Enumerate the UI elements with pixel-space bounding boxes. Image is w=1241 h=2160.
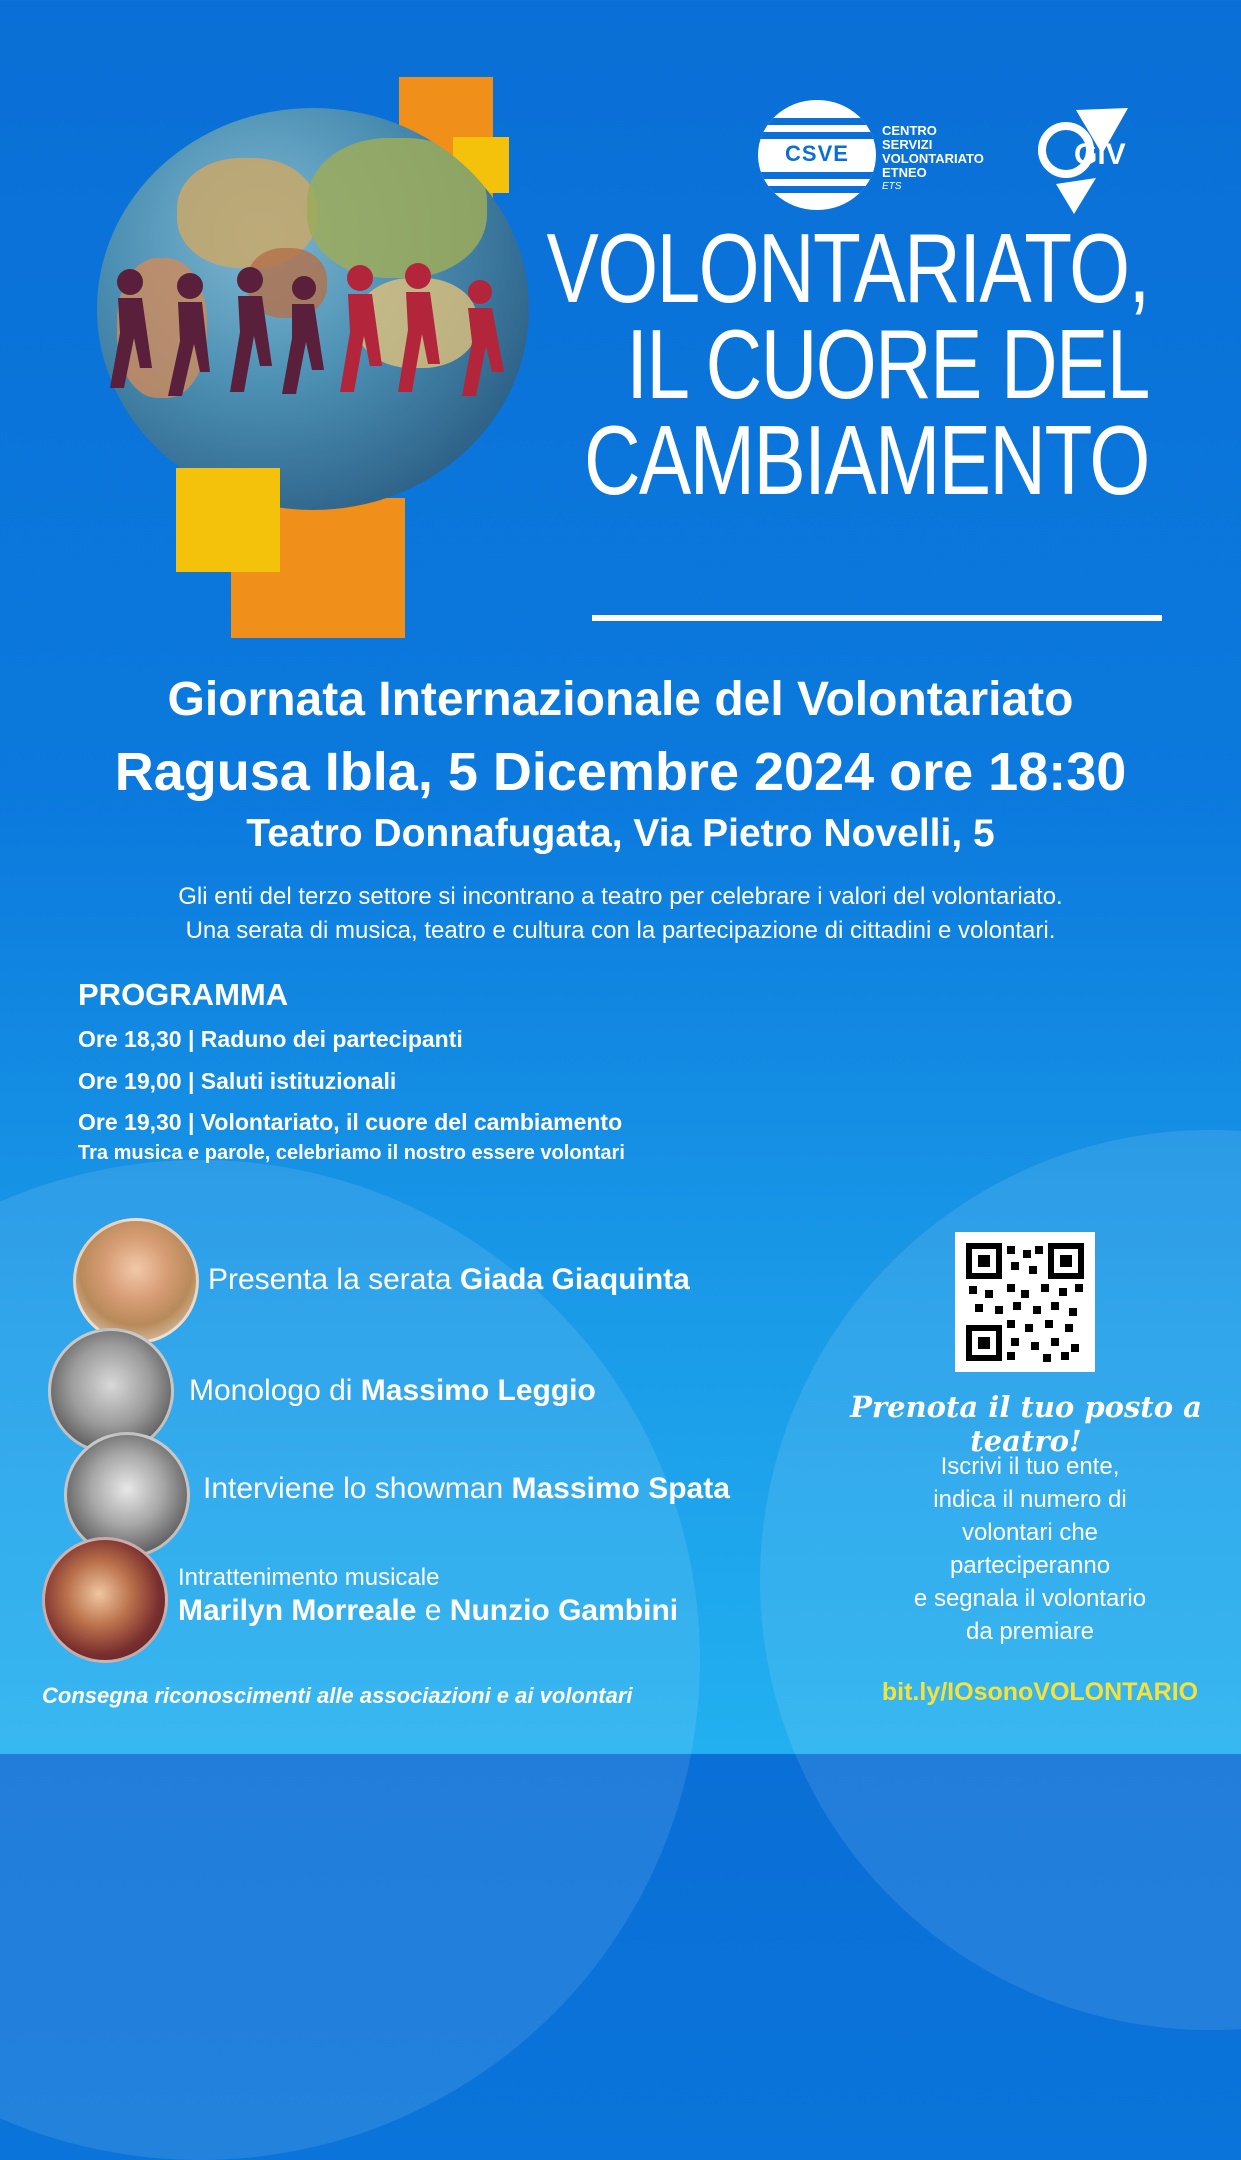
event-name: Giornata Internazionale del Volontariato (167, 673, 1074, 726)
guest-name: Massimo Leggio (360, 1374, 596, 1407)
avatar-massimo-spata (64, 1432, 190, 1558)
csve-logo-abbr: CSVE (785, 141, 849, 166)
qr-code-pattern (955, 1232, 1095, 1372)
guest-line-3: Interviene lo showman Massimo Spata (203, 1472, 730, 1505)
csve-ets: ETS (882, 181, 902, 192)
guest-name: Nunzio Gambini (449, 1594, 679, 1627)
event-description (0, 880, 1241, 948)
giv-logo (1016, 104, 1134, 216)
guest-line-1: Presenta la serata Giada Giaquinta (208, 1263, 690, 1296)
avatar-giada-giaquinta (73, 1218, 199, 1344)
desc-line-1: Gli enti del terzo settore si incontrano a teatro per celebrare i valori del volontariato. (178, 883, 1063, 910)
svg-text:GiV: GiV (1074, 138, 1126, 171)
csve-line-3: VOLONTARIATO (882, 151, 984, 166)
booking-link[interactable]: bit.ly/IOsonoVOLONTARIO (881, 1678, 1199, 1706)
instruction-line: Iscrivi il tuo ente, (940, 1453, 1120, 1480)
title-line-3: CAMBIAMENTO (584, 405, 1149, 515)
programma-item: Ore 19,00 | Saluti istituzionali (78, 1068, 397, 1094)
desc-line-2: Una serata di musica, teatro e cultura con la partecipazione di cittadini e volontari. (185, 917, 1056, 944)
main-title (396, 213, 1149, 515)
programma-item: Ore 18,30 | Raduno dei partecipanti (78, 1026, 463, 1052)
guest-line-2: Monologo di Massimo Leggio (189, 1374, 596, 1407)
title-underline (592, 615, 1162, 621)
programma-subtitle: Tra musica e parole, celebriamo il nostro essere volontari (78, 1142, 625, 1164)
avatar-musicians (42, 1537, 168, 1663)
csve-line-2: SERVIZI (882, 137, 933, 152)
title-line-2: IL CUORE DEL (626, 309, 1149, 419)
booking-instructions (880, 1450, 1180, 1648)
guest-name: Massimo Spata (511, 1472, 730, 1505)
guest-line-4-label: Intrattenimento musicale (178, 1564, 440, 1591)
guest-name: Marilyn Morreale (178, 1594, 417, 1627)
programma-item: Ore 19,30 | Volontariato, il cuore del cambiamento (78, 1109, 623, 1135)
instruction-line: da premiare (965, 1618, 1095, 1645)
csve-logo-lines (882, 124, 984, 194)
footer-consegna: Consegna riconoscimenti alle associazioni e ai volontari (42, 1683, 633, 1708)
csve-line-4: ETNEO (882, 165, 927, 180)
qr-code[interactable] (955, 1232, 1095, 1372)
guest-line-4-names: Marilyn Morreale e Nunzio Gambini (178, 1594, 679, 1627)
yellow-square-bottom (176, 468, 280, 572)
event-date-line: Ragusa Ibla, 5 Dicembre 2024 ore 18:30 (114, 742, 1127, 802)
csve-line-1: CENTRO (882, 123, 937, 138)
title-line-1: VOLONTARIATO, (546, 213, 1149, 323)
instruction-line: indica il numero di (933, 1486, 1127, 1513)
instruction-line: volontari che (961, 1519, 1099, 1546)
guest-name: Giada Giaquinta (459, 1263, 690, 1296)
programma-title: PROGRAMMA (78, 977, 289, 1012)
instruction-line: e segnala il volontario (913, 1585, 1147, 1612)
instruction-line: parteciperanno (949, 1552, 1111, 1579)
event-venue: Teatro Donnafugata, Via Pietro Novelli, 5 (246, 812, 995, 855)
prenota-slogan: Prenota il tuo posto a teatro! (850, 1390, 1202, 1458)
